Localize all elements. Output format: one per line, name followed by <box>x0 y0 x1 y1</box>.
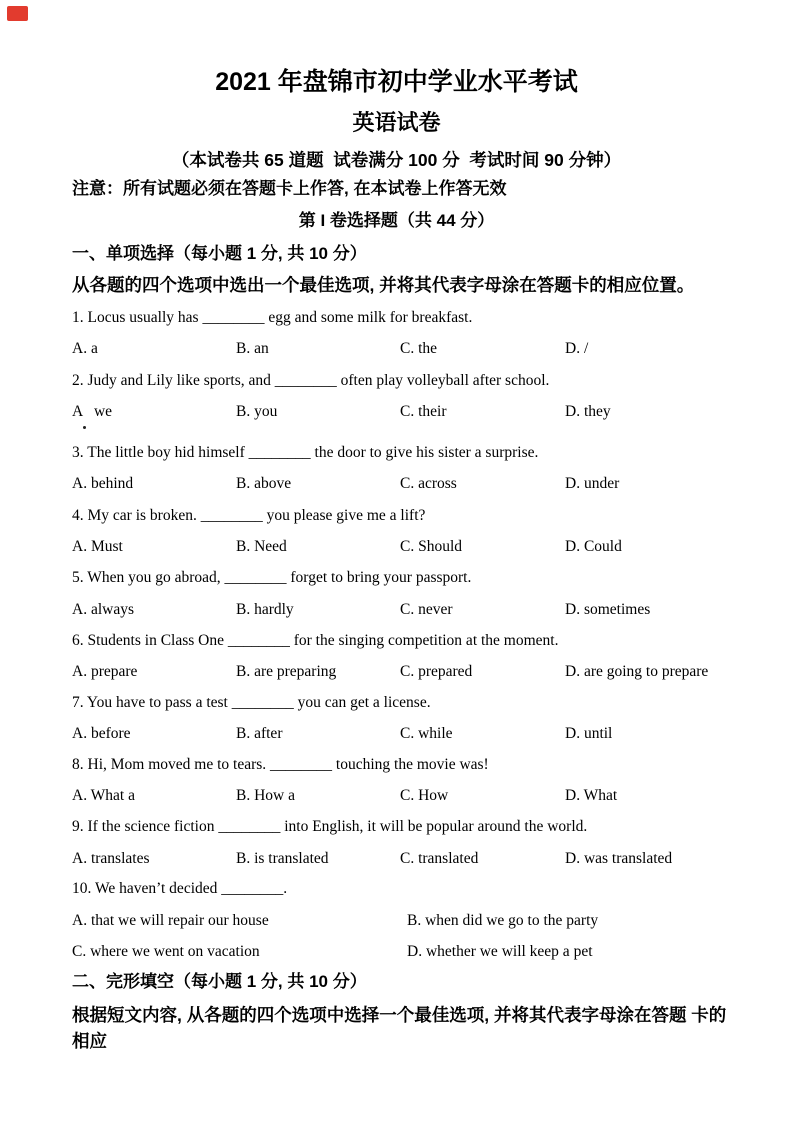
option-a: A. that we will repair our house <box>72 912 269 929</box>
section2-heading: 二、完形填空（每小题 1 分, 共 10 分） <box>72 972 367 991</box>
option-c: C. across <box>400 475 457 492</box>
option-a: A. always <box>72 601 134 618</box>
option-b: B. are preparing <box>236 663 337 680</box>
option-b: B. hardly <box>236 601 294 618</box>
question-stem: 1. Locus usually has ________ egg and some milk for breakfast. <box>72 309 473 326</box>
option-c: C. where we went on vacation <box>72 943 260 960</box>
option-b: B. you <box>236 403 278 420</box>
option-d: D. whether we will keep a pet <box>407 943 593 960</box>
option-d: D. are going to prepare <box>565 663 709 680</box>
option-b: B. after <box>236 725 283 742</box>
options-row <box>0 537 793 557</box>
section1-instruction: 从各题的四个选项中选出一个最佳选项, 并将其代表字母涂在答题卡的相应位置。 <box>72 275 695 295</box>
option-c: C. their <box>400 403 447 420</box>
option-c: C. translated <box>400 850 479 867</box>
options-row <box>0 911 793 931</box>
option-d: D. until <box>565 725 613 742</box>
option-d: D. was translated <box>565 850 673 867</box>
options-row <box>0 600 793 620</box>
question-stem: 3. The little boy hid himself ________ the door to give his sister a surprise. <box>72 444 539 461</box>
question-stem: 2. Judy and Lily like sports, and ________ often play volleyball after school. <box>72 372 550 389</box>
stray-period-dot <box>83 426 86 429</box>
option-a: A we <box>72 403 113 420</box>
options-row <box>0 662 793 682</box>
options-row <box>0 339 793 359</box>
section1-heading: 一、单项选择（每小题 1 分, 共 10 分） <box>72 244 367 263</box>
exam-notice: 注意：所有试题必须在答题卡上作答, 在本试卷上作答无效 <box>72 179 507 198</box>
question-stem: 9. If the science fiction ________ into English, it will be popular around the world. <box>72 818 588 835</box>
option-a: A. Must <box>72 538 123 555</box>
option-c: C. never <box>400 601 453 618</box>
red-watermark-icon <box>7 6 28 21</box>
question-stem: 8. Hi, Mom moved me to tears. ________ touching the movie was! <box>72 756 489 773</box>
options-row <box>0 724 793 744</box>
question-stem: 10. We haven’t decided ________. <box>72 880 288 897</box>
option-c: C. How <box>400 787 449 804</box>
option-c: C. while <box>400 725 453 742</box>
options-row <box>0 849 793 869</box>
option-d: D. / <box>565 340 589 357</box>
option-b: B. an <box>236 340 269 357</box>
option-c: C. prepared <box>400 663 473 680</box>
option-d: D. sometimes <box>565 601 651 618</box>
option-b: B. Need <box>236 538 287 555</box>
option-b: B. is translated <box>236 850 329 867</box>
option-b: B. when did we go to the party <box>407 912 599 929</box>
option-a: A. translates <box>72 850 150 867</box>
options-row <box>0 402 793 422</box>
option-a: A. a <box>72 340 98 357</box>
options-row <box>0 474 793 494</box>
option-b: B. How a <box>236 787 295 804</box>
option-b: B. above <box>236 475 292 492</box>
option-a: A. prepare <box>72 663 138 680</box>
question-stem: 7. You have to pass a test ________ you can get a license. <box>72 694 431 711</box>
options-row <box>0 786 793 806</box>
option-a: A. before <box>72 725 131 742</box>
option-a: A. behind <box>72 475 134 492</box>
question-stem: 6. Students in Class One ________ for the singing competition at the moment. <box>72 632 559 649</box>
exam-info: （本试卷共 65 道题 试卷满分 100 分 考试时间 90 分钟） <box>171 150 622 170</box>
exam-subtitle: 英语试卷 <box>352 110 441 135</box>
option-d: D. they <box>565 403 611 420</box>
exam-title: 2021 年盘锦市初中学业水平考试 <box>215 68 578 96</box>
part1-heading: 第 I 卷选择题（共 44 分） <box>298 211 495 230</box>
option-d: D. What <box>565 787 618 804</box>
options-row <box>0 942 793 962</box>
option-d: D. under <box>565 475 620 492</box>
option-d: D. Could <box>565 538 622 555</box>
option-a: A. What a <box>72 787 135 804</box>
option-c: C. Should <box>400 538 463 555</box>
question-stem: 4. My car is broken. ________ you please give me a lift? <box>72 507 426 524</box>
question-stem: 5. When you go abroad, ________ forget to bring your passport. <box>72 569 472 586</box>
section2-instruction: 根据短文内容, 从各题的四个选项中选择一个最佳选项, 并将其代表字母涂在答题 卡的相应 <box>72 1005 727 1051</box>
option-c: C. the <box>400 340 438 357</box>
